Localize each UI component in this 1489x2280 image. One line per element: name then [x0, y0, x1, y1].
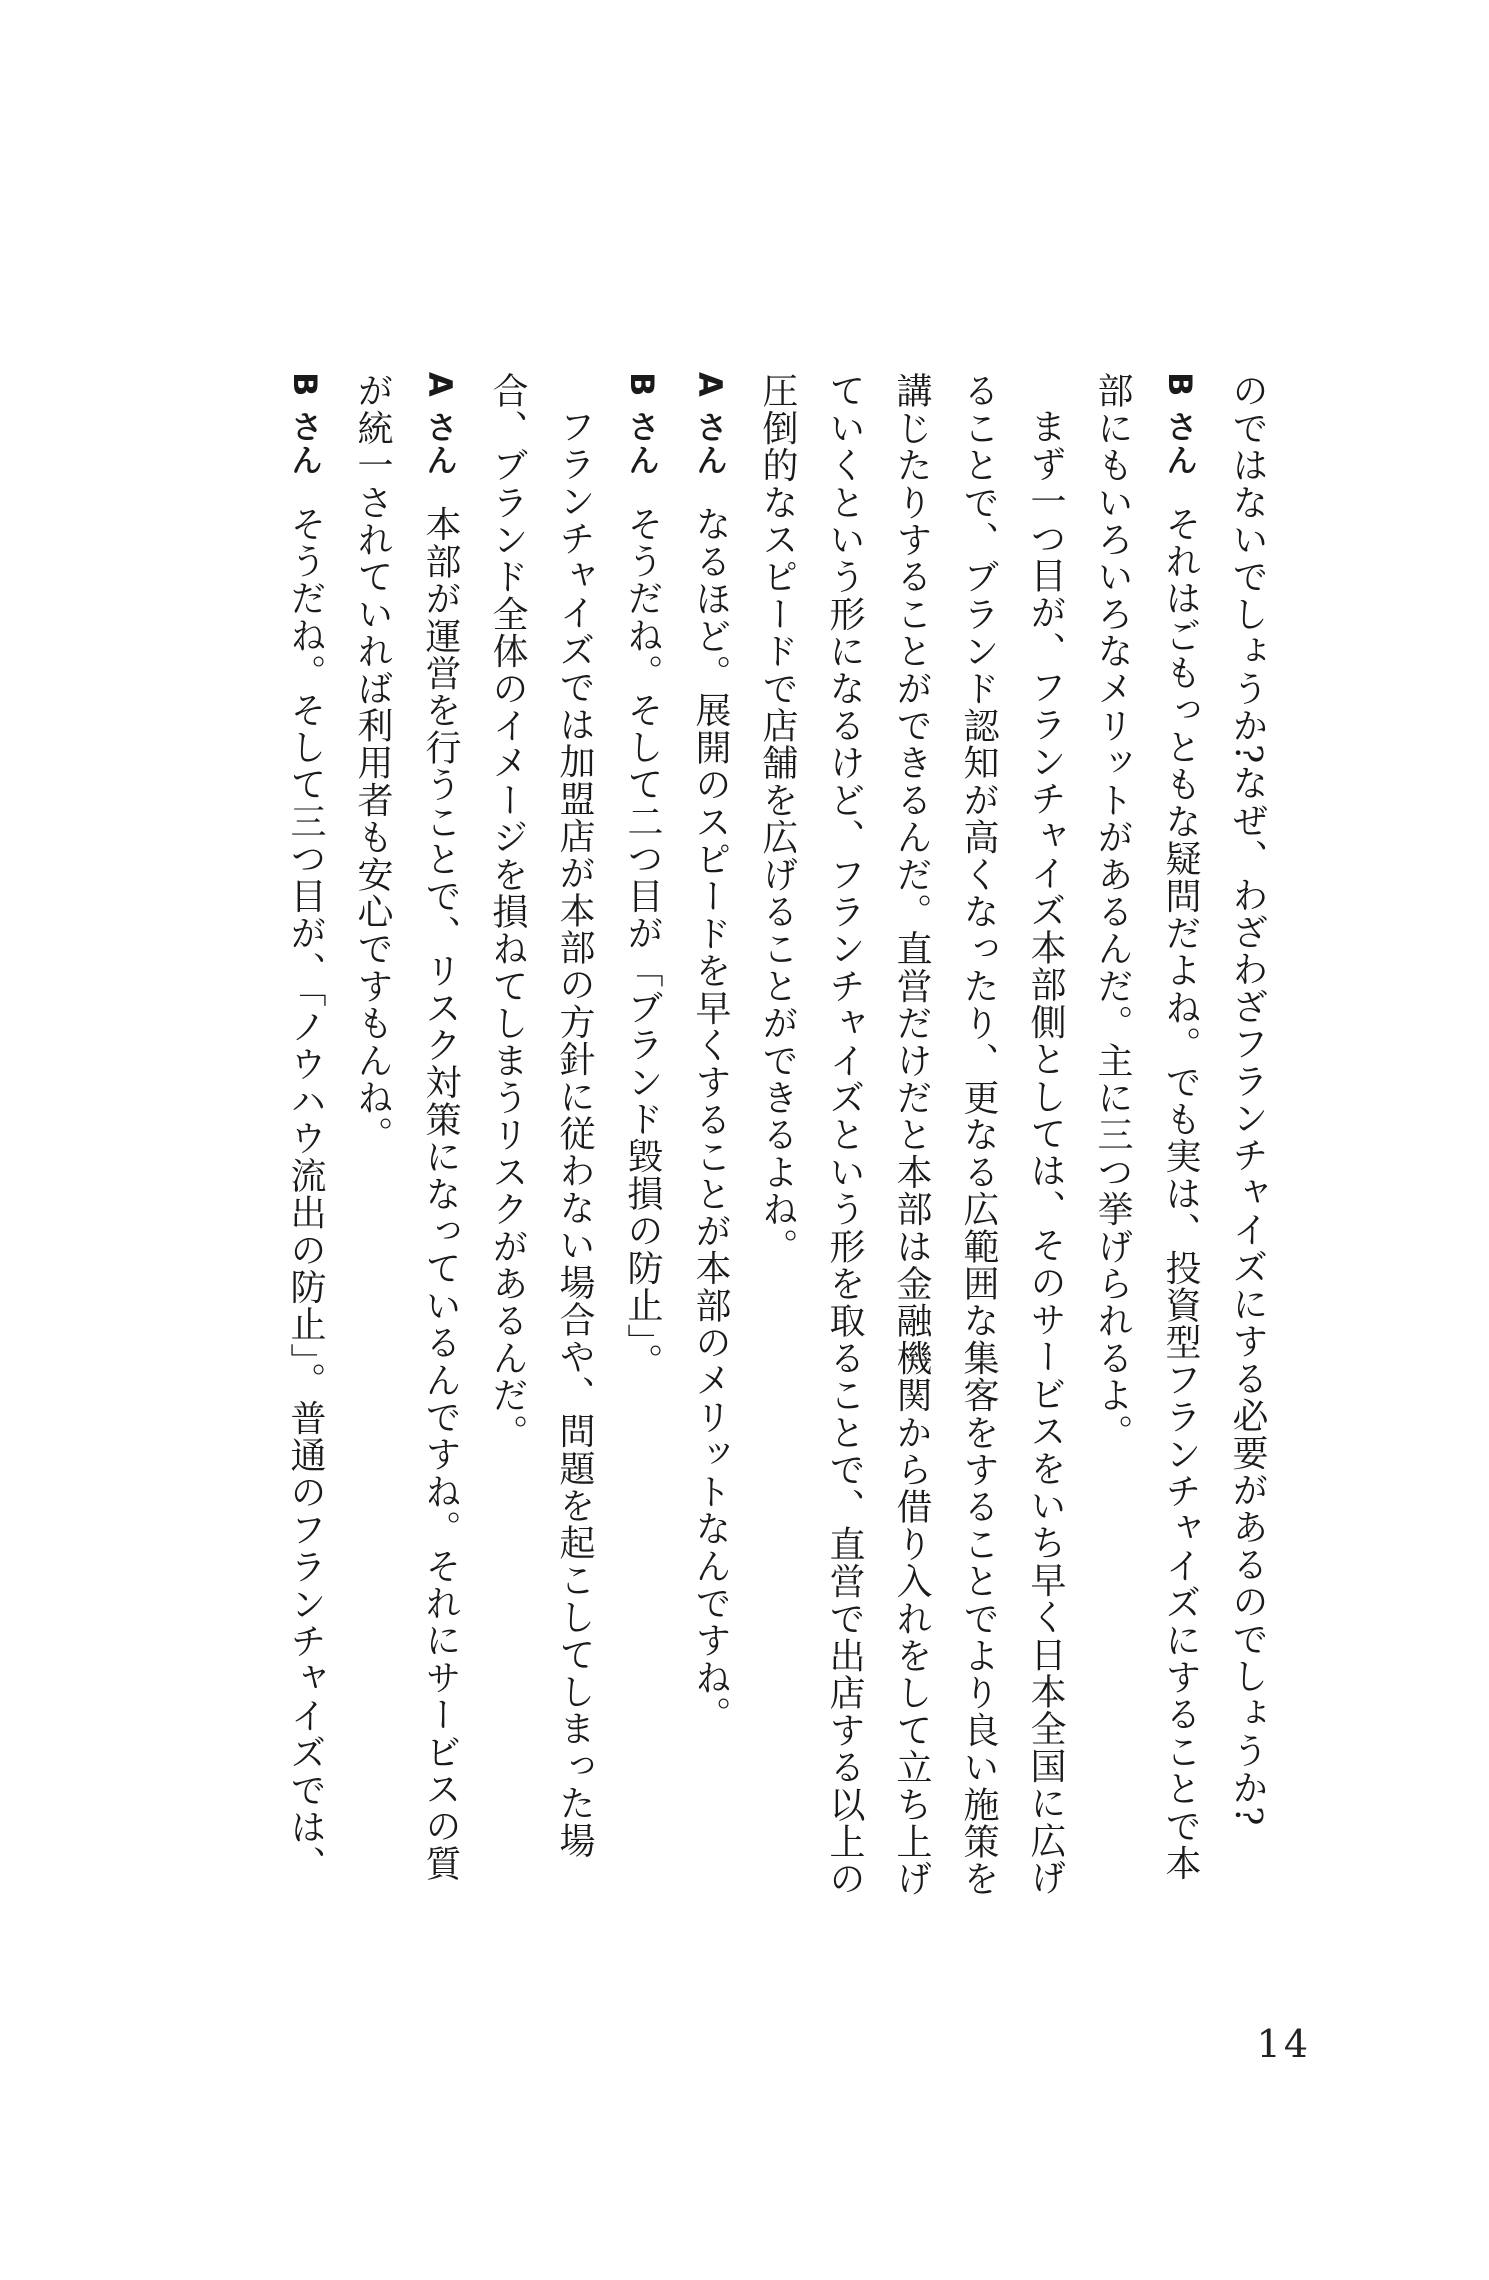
speaker-label: B さん	[286, 372, 324, 477]
speaker-label: B さん	[623, 372, 661, 477]
line-text: なるほど。展開のスピードを早くすることが本部のメリットなんですね。	[690, 505, 731, 1734]
speaker-label: A さん	[691, 372, 729, 477]
line-text: フランチャイズでは加盟店が本部の方針に従わない場合や、問題を起こしてしまった場合、ブランド全体のイメージを損ねてしまうリスクがあるんだ。	[487, 372, 595, 1859]
speaker-label: B さん	[1161, 372, 1199, 477]
line-text: のではないでしょうか?なぜ、わざわざフランチャイズにする必要があるのでしょうか?	[1227, 372, 1268, 1827]
line-text: そうだね。そして二つ目が「ブランド毀損の防止」。	[622, 505, 663, 1380]
line-text: それはごもっともな疑問だよね。でも実は、投資型フランチャイズにすることで本部にもいろいろなメリットがあるんだ。主に三つ挙げられるよ。	[1092, 372, 1201, 1882]
text-line-6	[474, 372, 608, 1902]
speaker-label: A さん	[421, 372, 459, 477]
text-line-5	[608, 372, 676, 1902]
line-text: まず一つ目が、フランチャイズ本部側としては、そのサービスをいち早く日本全国に広げることで、ブランド認知が高くなったり、更なる広範囲な集客をすることでより良い施策を講じたりすることができるんだ。直営だけだと本部は金融機関から借り入れをして立ち上げていくという形になるけど、フランチャイズという形を取ることで、直営で出店する以上の圧倒的なスピードで店舗を広げることができるよね。	[757, 372, 1066, 1898]
text-line-2	[1079, 372, 1214, 1902]
text-line-8	[281, 372, 339, 1902]
text-line-7	[339, 372, 474, 1902]
page-number: 14	[1256, 2022, 1311, 2066]
line-text: そうだね。そして三つ目が、「ノウハウ流出の防止」。普通のフランチャイズでは、	[285, 505, 326, 1883]
text-line-1	[1214, 372, 1281, 1902]
line-text: 本部が運営を行うことで、リスク対策になっているんですね。それにサービスの質が統一されていれば利用者も安心ですもんね。	[352, 372, 461, 1882]
text-line-4	[676, 372, 744, 1902]
vertical-text-body	[281, 372, 1281, 1902]
text-line-3	[744, 372, 1079, 1902]
